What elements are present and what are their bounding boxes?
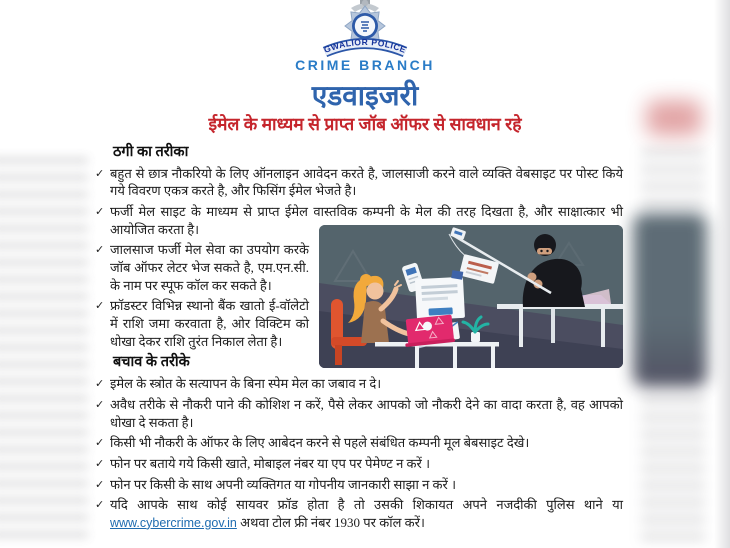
list-item (95, 396, 623, 431)
list-item (95, 476, 623, 494)
checkmark-icon: ✓ (95, 166, 105, 180)
section-prevention (95, 353, 623, 531)
blurred-right-edge-lines (641, 150, 705, 212)
bullet-text: फोन पर किसी के साथ अपनी व्यक्तिगत या गोपनीय जानकारी साझा न करें । (110, 476, 457, 492)
bullet-text-pre: यदि आपके साथ कोई सायवर फ्रॉड होता है तो उसकी शिकायत अपने नजदीकी पुलिस थाने या (110, 497, 623, 513)
bullet-text: फर्जी मेल साइट के माध्यम से प्राप्त ईमेल वास्तविक कम्पनी के मेल की तरह दिखता है, और साक्षात्कार भी आयोजित करता है। (110, 204, 623, 237)
section-fraud-method (95, 143, 623, 350)
cybercrime-portal-link[interactable]: www.cybercrime.gov.in (110, 515, 237, 530)
checkmark-icon: ✓ (95, 477, 105, 491)
list-item (95, 434, 623, 452)
list-item (95, 375, 623, 393)
checkmark-icon: ✓ (95, 436, 105, 450)
list-item (95, 241, 309, 294)
bullet-text: किसी भी नौकरी के ऑफर के लिए आबेदन करने से पहले संबंधित कम्पनी मूल बेबसाइट देखे। (110, 435, 530, 451)
list-item (95, 297, 309, 350)
bullet-text: फ्रॉडस्टर विभिन्न स्थानो बैंक खातो ई-वॉलेटो में राशि जमा करवाता है, ओर विक्टिम को धोखा देकर राशि तुरंत निकाल लेता है। (110, 298, 309, 349)
list-item (95, 496, 623, 532)
checkmark-icon: ✓ (95, 397, 105, 411)
checkmark-icon: ✓ (95, 456, 105, 470)
list-item (95, 455, 623, 473)
page-title: एडवाइजरी (311, 81, 419, 112)
crime-branch-label: CRIME BRANCH (295, 57, 435, 73)
bullet-text: अवैध तरीके से नौकरी पाने की कोशिश न करें, पैसे लेकर आपको जो नौकरी देने का वादा करता है, वह आपको धोखा दे सकता है। (110, 396, 623, 430)
bullet-text: जालसाज फर्जी मेल सेवा का उपयोग करके जॉब ऑफर लेटर भेज सकते है, एम.एन.सी. के नाम पर स्पूफ कॉल कर सकते है। (110, 242, 309, 293)
blurred-left-edge (0, 158, 88, 540)
logo-org-text: GWALIOR POLICE (322, 36, 408, 55)
section-heading: बचाव के तरीके (113, 354, 190, 371)
checkmark-icon: ✓ (95, 243, 105, 257)
bullet-text: इमेल के स्त्रोत के सत्यापन के बिना स्पेम मेल का जबाव न दे। (110, 376, 382, 392)
list-item (95, 165, 623, 200)
bullet-text (110, 496, 623, 532)
page-subtitle: ईमेल के माध्यम से प्राप्त जॉब ऑफर से सावधान रहे (208, 114, 522, 134)
bullet-text: फोन पर बताये गये किसी खाते, मोबाइल नंबर या एप पर पेमेण्ट न करें । (110, 455, 431, 471)
bullet-text: बहुत से छात्र नौकरियो के लिए ऑनलाइन आवेदन करते है, जालसाजी करने वाले व्यक्ति वेबसाइट पर पोस्ट किये गये विवरण एकत्र करते है, और फिसिंग ईमेल भेजते है। (110, 165, 623, 199)
gwalior-police-logo (0, 0, 730, 63)
checkmark-icon: ✓ (95, 299, 105, 313)
checkmark-icon: ✓ (95, 205, 105, 219)
bullet-text-post: अथवा टोल फ्री नंबर 1930 पर कॉल करें। (236, 514, 425, 530)
gwalior-police-badge-icon (317, 0, 413, 58)
list-item (95, 203, 623, 238)
section-heading: ठगी का तरीका (113, 144, 189, 160)
blurred-right-edge-image (633, 213, 707, 387)
blurred-right-edge-lines-2 (641, 398, 705, 540)
checkmark-icon: ✓ (95, 498, 105, 512)
advisory-content (95, 142, 623, 535)
email-phishing-scene-illustration (319, 225, 623, 368)
checkmark-icon: ✓ (95, 377, 105, 391)
